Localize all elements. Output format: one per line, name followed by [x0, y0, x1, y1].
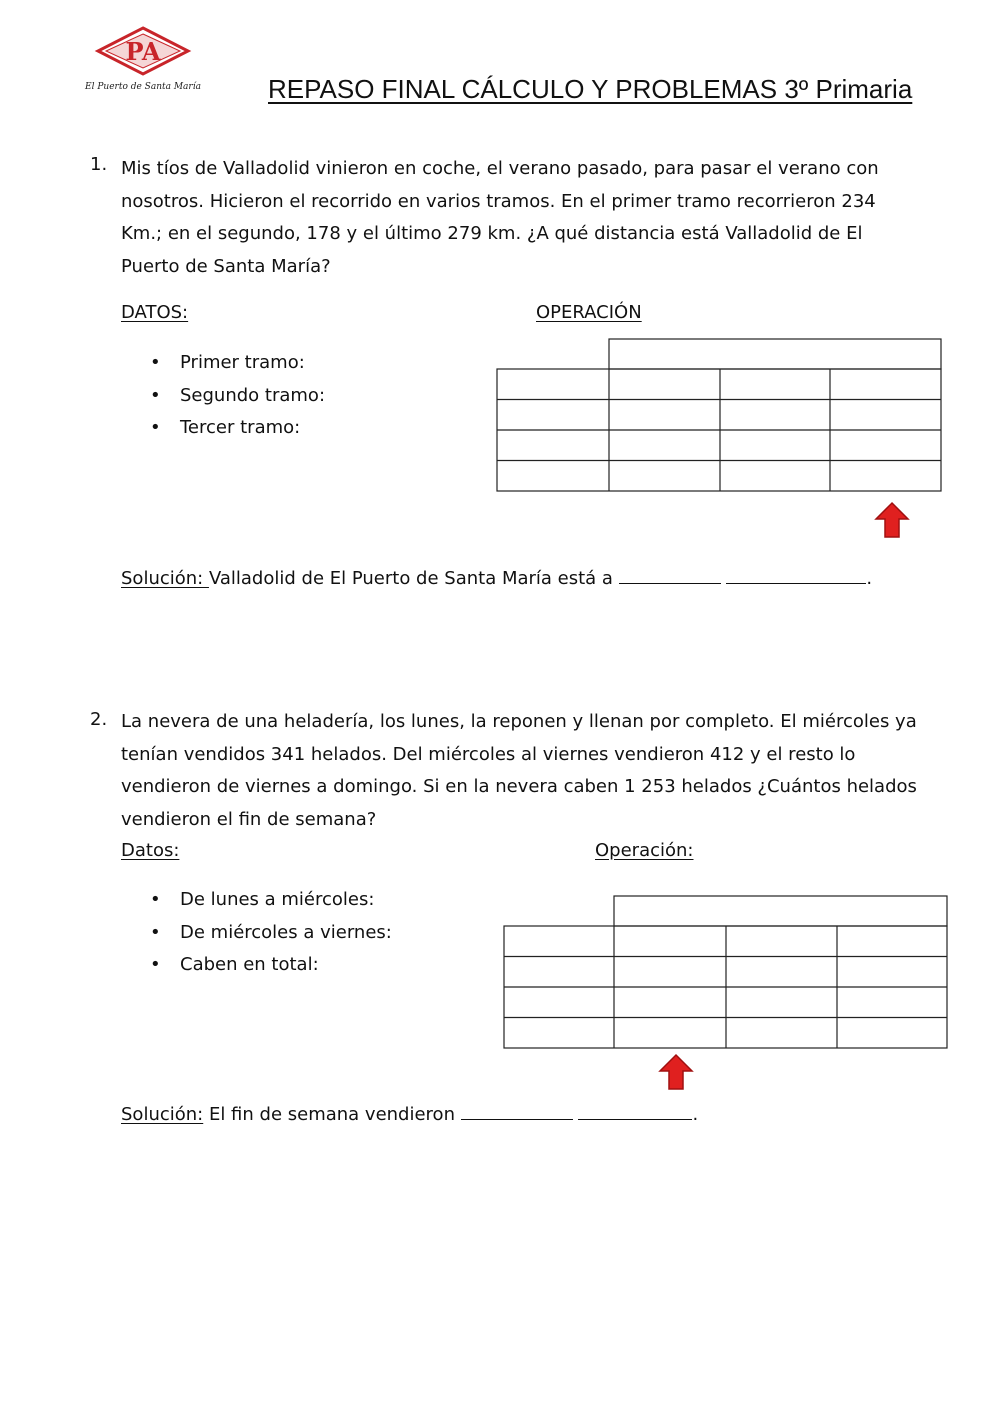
problem-2-operation-grid [503, 895, 950, 1051]
problem-2-operacion-label: Operación: [595, 840, 694, 861]
problem-1-line: Km.; en el segundo, 178 y el último 279 km. ¿A qué distancia está Valladolid de El [121, 223, 863, 244]
solution-label: Solución: [121, 1104, 204, 1125]
list-item: • Primer tramo: [150, 347, 325, 380]
answer-blank-unit[interactable] [726, 565, 866, 584]
logo-letters: PA [125, 37, 161, 66]
problem-2-datos-label: Datos: [121, 840, 180, 861]
problem-2-datos-list [150, 884, 392, 982]
up-arrow-icon [656, 1052, 696, 1092]
solution-text: El fin de semana vendieron [203, 1104, 455, 1125]
logo-caption: El Puerto de Santa María [85, 82, 201, 92]
problem-2-line: tenían vendidos 341 helados. Del miércoles al viernes vendieron 412 y el resto lo [121, 743, 856, 765]
list-item: • Tercer tramo: [150, 412, 325, 445]
problem-1-line: nosotros. Hicieron el recorrido en varios tramos. En el primer tramo recorrieron 234 [121, 190, 876, 212]
answer-blank-unit[interactable] [578, 1101, 692, 1120]
solution-label: Solución: [121, 568, 209, 589]
problem-1-statement [121, 153, 941, 283]
problem-1-datos-list [150, 347, 325, 445]
problem-2-line: La nevera de una heladería, los lunes, la reponen y llenan por completo. El miércoles ya [121, 711, 917, 732]
solution-end: . [866, 568, 873, 589]
problem-2-statement [121, 706, 941, 836]
list-item: • Segundo tramo: [150, 380, 325, 413]
problem-1-operacion-label: OPERACIÓN [536, 302, 642, 323]
list-item: • De lunes a miércoles: [150, 884, 392, 917]
problem-2-line: vendieron de viernes a domingo. Si en la nevera caben 1 253 helados ¿Cuántos helados [121, 776, 917, 797]
problem-1-number: 1. [90, 154, 108, 175]
problem-1-datos-label: DATOS: [121, 302, 189, 323]
problem-2-line: vendieron el fin de semana? [121, 808, 377, 830]
answer-blank-number[interactable] [619, 565, 721, 584]
solution-end: . [692, 1104, 699, 1125]
problem-2-solution [121, 1101, 698, 1125]
problem-1-line: Mis tíos de Valladolid vinieron en coche, el verano pasado, para pasar el verano con [121, 158, 879, 179]
problem-1-operation-grid [496, 338, 943, 494]
up-arrow-icon [872, 500, 912, 540]
problem-1-line: Puerto de Santa María? [121, 255, 331, 277]
list-item: • De miércoles a viernes: [150, 917, 392, 950]
problem-1-solution [121, 565, 872, 589]
answer-blank-number[interactable] [461, 1101, 573, 1120]
list-item: • Caben en total: [150, 949, 392, 982]
solution-text: Valladolid de El Puerto de Santa María está a [208, 568, 613, 589]
problem-2-number: 2. [90, 709, 108, 730]
page-title: REPASO FINAL CÁLCULO Y PROBLEMAS 3º Primaria [268, 74, 913, 104]
